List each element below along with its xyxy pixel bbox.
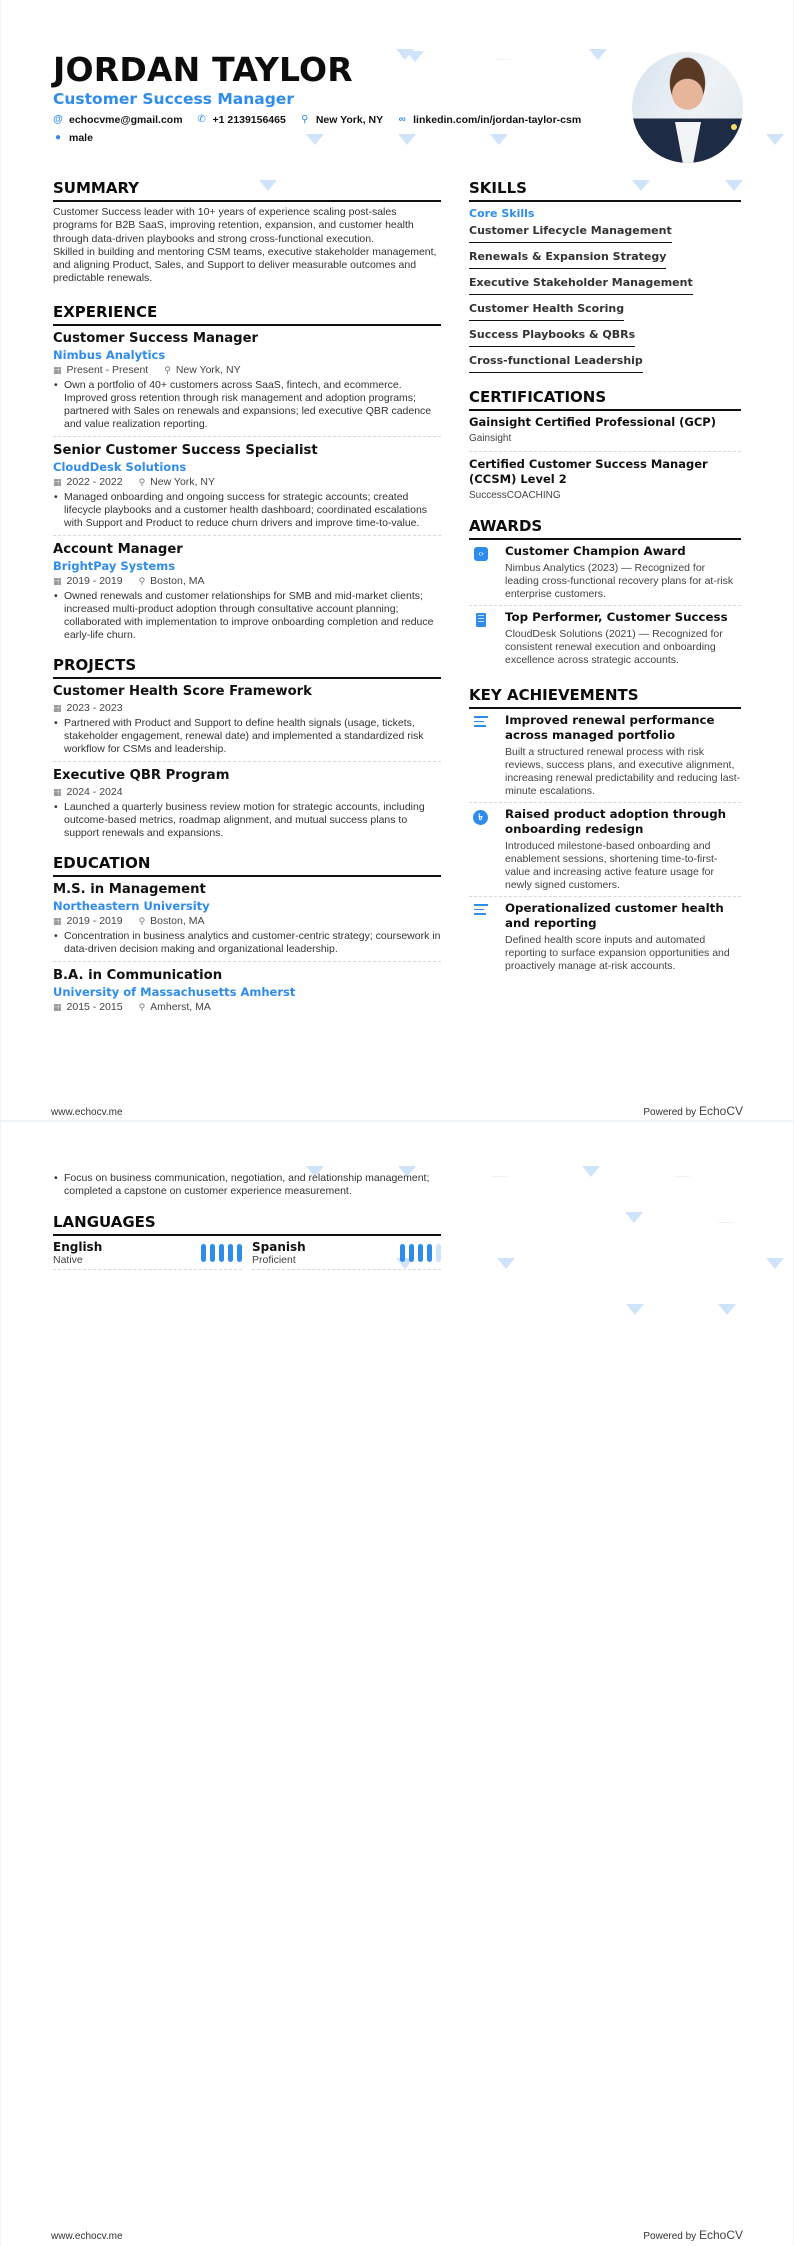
decor-triangle [673, 1166, 691, 1177]
certification-issuer: SuccessCOACHING [469, 490, 561, 501]
projects-section [53, 655, 441, 845]
experience-item [53, 330, 441, 437]
proficiency-bar [210, 1244, 215, 1262]
section-heading: SUMMARY [53, 178, 441, 202]
location-pin-icon: ⚲ [138, 476, 146, 487]
footer-website[interactable]: www.echocv.me [51, 1107, 123, 1118]
lines-icon [474, 716, 488, 727]
linkedin-value: linkedin.com/in/jordan-taylor-csm [413, 114, 582, 126]
certification-title: Certified Customer Success Manager (CCSM) Level 2 [469, 457, 708, 486]
project-bullet: • Partnered with Product and Support to define health signals (usage, tickets, stakeholder engagement, renewal date) and implemented a standardized risk workflow for CSMs and leadership. [53, 717, 441, 756]
project-title: Executive QBR Program [53, 767, 230, 783]
award-item [469, 610, 741, 671]
location-pin-icon: ⚲ [138, 1001, 146, 1012]
contact-gender [53, 131, 93, 145]
job-bullet: • Owned renewals and customer relationships for SMB and mid-market clients; increased multi-product adoption through consultative account planning; collaborated with implementation to improve onboarding completion and reduce early-life churn. [53, 590, 441, 642]
candidate-name: JORDAN TAYLOR [53, 50, 353, 89]
right-column [469, 178, 741, 981]
contact-phone[interactable] [197, 113, 286, 127]
job-location: New York, NY [150, 475, 215, 488]
education-bullet: • Focus on business communication, negotiation, and relationship management; completed a capstone on customer experience measurement. [53, 1172, 441, 1198]
photo-light [731, 124, 737, 130]
proficiency-bar [436, 1244, 441, 1262]
proficiency-bar [219, 1244, 224, 1262]
education-section [53, 853, 441, 1021]
footer-powered: Powered by EchoCV [643, 1104, 743, 1118]
decor-triangle [718, 1304, 736, 1315]
achievement-item [469, 807, 741, 897]
award-description: Nimbus Analytics (2023) — Recognized for leading cross-functional recovery plans for at-risk enterprise customers. [505, 562, 734, 600]
job-dates: 2022 - 2022 [66, 475, 123, 488]
section-heading: LANGUAGES [53, 1212, 441, 1236]
proficiency-bar [400, 1244, 405, 1262]
calendar-icon: ▦ [53, 1001, 62, 1012]
education-dates: 2015 - 2015 [66, 1000, 123, 1013]
email-value: echocvme@gmail.com [69, 114, 183, 126]
location-pin-icon: ⚲ [164, 364, 171, 375]
proficiency-bar [201, 1244, 206, 1262]
education-continued [53, 1172, 441, 1198]
lines-icon [474, 904, 488, 915]
job-meta [53, 364, 441, 377]
certification-issuer: Gainsight [469, 433, 512, 444]
location-pin-icon: ⚲ [301, 114, 309, 125]
calendar-icon: ▦ [53, 786, 62, 797]
section-heading: EDUCATION [53, 853, 441, 877]
language-item [252, 1240, 441, 1270]
left-column-continued [53, 1172, 441, 1270]
photo-shirt [675, 122, 701, 163]
currency-icon: ৳ [473, 810, 488, 825]
decor-triangle [717, 1212, 735, 1223]
experience-item [53, 442, 441, 536]
page-footer [51, 1104, 743, 1118]
section-heading: CERTIFICATIONS [469, 387, 741, 411]
resume-page-2 [0, 1122, 794, 2246]
job-meta [53, 575, 441, 588]
education-item [53, 967, 441, 1021]
location-value: New York, NY [315, 114, 384, 126]
project-title: Customer Health Score Framework [53, 683, 312, 699]
school-name: University of Massachusetts Amherst [53, 984, 296, 999]
decor-triangle [497, 1258, 515, 1269]
phone-icon: ✆ [197, 114, 206, 125]
calendar-icon: ▦ [53, 476, 62, 487]
calendar-icon: ▦ [53, 915, 62, 926]
project-meta [53, 702, 441, 715]
company-name: BrightPay Systems [53, 558, 176, 573]
section-heading: SKILLS [469, 178, 741, 202]
project-item [53, 767, 441, 845]
at-icon: @ [53, 114, 63, 125]
person-icon: ● [54, 132, 62, 143]
location-pin-icon: ⚲ [138, 575, 146, 586]
experience-item [53, 541, 441, 647]
decor-triangle [766, 1258, 784, 1269]
achievement-title: Operationalized customer health and reporting [505, 901, 724, 930]
certifications-section [469, 387, 741, 508]
job-title: Account Manager [53, 541, 183, 557]
footer-powered: Powered by EchoCV [643, 2228, 743, 2242]
project-dates: 2023 - 2023 [66, 701, 123, 714]
education-dates: 2019 - 2019 [66, 914, 123, 927]
proficiency-bar [418, 1244, 423, 1262]
education-meta [53, 1001, 441, 1014]
job-bullet: • Own a portfolio of 40+ customers across SaaS, fintech, and ecommerce. Improved gross retention through risk management and adoption programs; partnered with Sales on renewals and expansions; led executive QBR cadence and value realization reporting. [53, 379, 441, 431]
contact-email[interactable] [53, 113, 183, 127]
project-meta [53, 786, 441, 799]
achievement-description: Introduced milestone-based onboarding and enablement sessions, shortening time-to-first-value and increasing active feature usage for newly signed customers. [505, 840, 718, 891]
gender-value: male [69, 132, 93, 144]
language-item [53, 1240, 242, 1270]
education-meta [53, 915, 441, 928]
skill-item: Customer Health Scoring [469, 300, 624, 321]
decor-triangle [626, 1304, 644, 1315]
achievements-section [469, 685, 741, 977]
education-location: Boston, MA [150, 914, 205, 927]
section-heading: EXPERIENCE [53, 302, 441, 326]
education-bullet: • Concentration in business analytics and customer-centric strategy; coursework in data-driven decision making and organizational leadership. [53, 930, 441, 956]
awards-section [469, 516, 741, 671]
proficiency-bars [201, 1244, 242, 1262]
code-icon: ‹› [474, 547, 488, 561]
contact-linkedin[interactable] [397, 113, 581, 127]
calendar-icon: ▦ [53, 702, 62, 713]
certification-item [469, 415, 741, 452]
resume-header [53, 52, 613, 145]
section-heading: KEY ACHIEVEMENTS [469, 685, 741, 709]
job-title: Senior Customer Success Specialist [53, 442, 318, 458]
skill-item: Customer Lifecycle Management [469, 222, 672, 243]
job-location: New York, NY [175, 363, 241, 376]
achievement-item [469, 713, 741, 803]
language-level: Native [53, 1254, 83, 1266]
award-item [469, 544, 741, 606]
proficiency-bar [409, 1244, 414, 1262]
decor-triangle [766, 134, 784, 145]
summary-paragraph: Skilled in building and mentoring CSM teams, executive stakeholder management, and aligning Product, Sales, and Support to deliver measurable outcomes and predictable renewals. [53, 245, 437, 285]
job-title: Customer Success Manager [53, 330, 259, 346]
building-icon [476, 613, 486, 627]
award-title: Customer Champion Award [505, 544, 686, 558]
job-bullet: • Managed onboarding and ongoing success for strategic accounts; created lifecycle playbooks and a customer health dashboard; coordinated escalations with Support and Product to reduce churn drivers and improve time-to-value. [53, 491, 441, 530]
job-dates: Present - Present [66, 363, 149, 376]
job-dates: 2019 - 2019 [66, 574, 123, 587]
skill-item: Success Playbooks & QBRs [469, 326, 635, 347]
achievement-title: Improved renewal performance across managed portfolio [505, 713, 715, 742]
language-name: Spanish [252, 1240, 306, 1254]
education-location: Amherst, MA [150, 1000, 211, 1013]
company-name: Nimbus Analytics [53, 347, 166, 362]
proficiency-bar [228, 1244, 233, 1262]
language-list [53, 1240, 441, 1270]
footer-brand[interactable]: EchoCV [698, 1104, 743, 1118]
project-item [53, 683, 441, 762]
decor-triangle [582, 1166, 600, 1177]
profile-photo [632, 52, 743, 163]
link-icon: ∞ [398, 114, 406, 125]
location-pin-icon: ⚲ [138, 915, 146, 926]
achievement-description: Built a structured renewal process with risk reviews, success plans, and executive alignment, increasing renewal predictability and reducing last-minute escalations. [505, 746, 741, 797]
languages-section [53, 1212, 441, 1270]
degree-title: B.A. in Communication [53, 967, 223, 983]
decor-triangle [625, 1212, 643, 1223]
candidate-title: Customer Success Manager [53, 90, 294, 108]
degree-title: M.S. in Management [53, 881, 206, 897]
company-name: CloudDesk Solutions [53, 459, 187, 474]
page-footer [51, 2228, 743, 2242]
project-dates: 2024 - 2024 [66, 785, 123, 798]
decor-triangle [490, 1166, 508, 1177]
skill-item: Renewals & Expansion Strategy [469, 248, 666, 269]
language-level: Proficient [252, 1254, 296, 1266]
skill-group-label: Core Skills [469, 207, 535, 220]
calendar-icon: ▦ [53, 575, 62, 586]
achievement-title: Raised product adoption through onboarding redesign [505, 807, 727, 836]
achievement-description: Defined health score inputs and automated reporting to surface expansion opportunities and proactively manage at-risk accounts. [505, 934, 730, 972]
phone-value: +1 2139156465 [212, 114, 286, 126]
proficiency-bars [400, 1244, 441, 1262]
proficiency-bar [427, 1244, 432, 1262]
skill-item: Cross-functional Leadership [469, 352, 643, 373]
section-heading: AWARDS [469, 516, 741, 540]
certification-item [469, 457, 741, 508]
school-name: Northeastern University [53, 898, 210, 913]
education-item [53, 881, 441, 962]
summary-paragraph: Customer Success leader with 10+ years of experience scaling post-sales programs for B2B SaaS, improving retention, expansion, and customer health through data-driven playbooks and strong cross-functional execution. [53, 206, 414, 245]
experience-section [53, 302, 441, 647]
footer-brand[interactable]: EchoCV [698, 2228, 743, 2242]
job-location: Boston, MA [150, 574, 205, 587]
section-heading: PROJECTS [53, 655, 441, 679]
contact-list [53, 113, 613, 145]
certification-title: Gainsight Certified Professional (GCP) [469, 415, 716, 429]
achievement-item [469, 901, 741, 977]
skill-item: Executive Stakeholder Management [469, 274, 693, 295]
contact-location [300, 113, 383, 127]
left-column [53, 178, 441, 1026]
job-meta [53, 476, 441, 489]
award-title: Top Performer, Customer Success [505, 610, 728, 624]
proficiency-bar [237, 1244, 242, 1262]
resume-page-1 [0, 0, 794, 1122]
language-name: English [53, 1240, 103, 1254]
project-bullet: • Launched a quarterly business review motion for strategic accounts, including outcome-based metrics, roadmap alignment, and mutual success plans to support renewals and expansions. [53, 801, 441, 840]
footer-website[interactable]: www.echocv.me [51, 2231, 123, 2242]
award-description: CloudDesk Solutions (2021) — Recognized for consistent renewal execution and onboarding excellence across strategic accounts. [505, 628, 723, 666]
calendar-icon: ▦ [53, 364, 62, 375]
skills-section [469, 178, 741, 377]
summary-section [53, 178, 441, 286]
